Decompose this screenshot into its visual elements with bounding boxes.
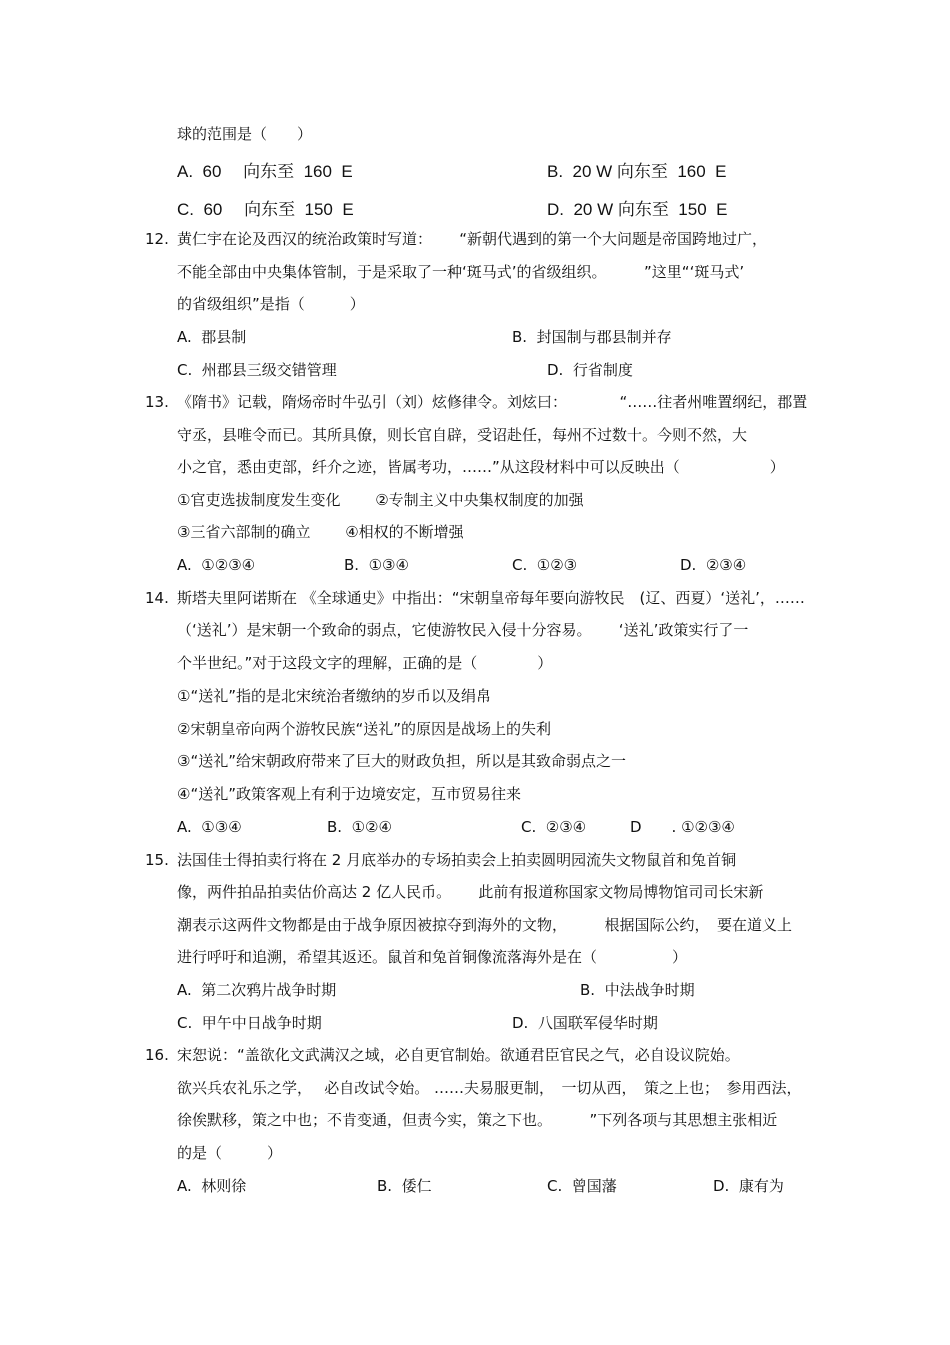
q15-line-2: 像，两件拍品拍卖估价高达 2 亿人民币。 此前有报道称国家文物局博物馆司司长宋新 bbox=[177, 883, 764, 901]
q12-option-d: D. 行省制度 bbox=[547, 361, 633, 379]
q11-option-c: C. 60 向东至 150 E bbox=[177, 200, 354, 219]
q12-line-1: 黄仁宇在论及西汉的统治政策时写道： “新朝代遇到的第一个大问题是帝国跨地过广， bbox=[177, 230, 768, 248]
q11-option-d: D. 20 W 向东至 150 E bbox=[547, 200, 728, 219]
q14-number: 14. bbox=[145, 589, 169, 607]
q16-line-3: 徐俟默移，策之中也；不肯变通，但责今实，策之下也。 ”下列各项与其思想主张相近 bbox=[177, 1111, 778, 1129]
q13-statement-1: ①官吏选拔制度发生变化 ②专制主义中央集权制度的加强 bbox=[177, 491, 584, 509]
q14-line-1: 斯塔夫里阿诺斯在 《全球通史》中指出：“宋朝皇帝每年要向游牧民 (辽、西夏）‘送礼’，…… bbox=[177, 589, 805, 607]
q14-option-c: C. ②③④ bbox=[521, 818, 587, 836]
q15-option-b: B. 中法战争时期 bbox=[580, 981, 695, 999]
q15-line-1: 法国佳士得拍卖行将在 2 月底举办的专场拍卖会上拍卖圆明园流失文物鼠首和兔首铜 bbox=[177, 851, 737, 869]
q16-line-4: 的是（ ） bbox=[177, 1144, 283, 1162]
q11-option-b: B. 20 W 向东至 160 E bbox=[547, 162, 727, 181]
q12-number: 12. bbox=[145, 230, 169, 248]
q15-option-d: D. 八国联军侵华时期 bbox=[512, 1014, 658, 1032]
q11-option-a: A. 60 向东至 160 E bbox=[177, 162, 353, 181]
q15-number: 15. bbox=[145, 851, 169, 869]
q16-option-b: B. 倭仁 bbox=[377, 1177, 432, 1195]
q14-option-d: D . ①②③④ bbox=[630, 818, 735, 836]
q13-option-b: B. ①③④ bbox=[344, 556, 409, 574]
q14-statement-3: ③“送礼”给宋朝政府带来了巨大的财政负担，所以是其致命弱点之一 bbox=[177, 752, 626, 770]
q14-statement-2: ②宋朝皇帝向两个游牧民族“送礼”的原因是战场上的失利 bbox=[177, 720, 551, 738]
q15-line-4: 进行呼吁和追溯，希望其返还。鼠首和兔首铜像流落海外是在（ ） bbox=[177, 948, 688, 966]
q14-statement-4: ④“送礼”政策客观上有利于边境安定，互市贸易往来 bbox=[177, 785, 521, 803]
q14-line-3: 个半世纪。”对于这段文字的理解，正确的是（ ） bbox=[177, 654, 553, 672]
q13-option-d: D. ②③④ bbox=[680, 556, 747, 574]
q12-line-2: 不能全部由中央集体管制，于是采取了一种‘斑马式’的省级组织。 ”这里“‘斑马式’ bbox=[177, 263, 745, 281]
q16-option-d: D. 康有为 bbox=[713, 1177, 784, 1195]
q12-option-b: B. 封国制与郡县制并存 bbox=[512, 328, 672, 346]
q16-option-a: A. 林则徐 bbox=[177, 1177, 247, 1195]
q13-line-1: 《隋书》记载，隋炀帝时牛弘引（刘）炫修律令。刘炫曰： “……往者州唯置纲纪，郡置 bbox=[177, 393, 808, 411]
q15-option-c: C. 甲午中日战争时期 bbox=[177, 1014, 322, 1032]
q11-stem: 球的范围是（ ） bbox=[177, 125, 313, 143]
q13-number: 13. bbox=[145, 393, 169, 411]
q16-line-1: 宋恕说：“盖欲化文武满汉之域，必自更官制始。欲通君臣官民之气，必自设议院始。 bbox=[177, 1046, 740, 1064]
q16-option-c: C. 曾国藩 bbox=[547, 1177, 617, 1195]
q16-number: 16. bbox=[145, 1046, 169, 1064]
q16-line-2: 欲兴兵农礼乐之学， 必自改试令始。 ……夫易服更制， 一切从西， 策之上也； 参用西法， bbox=[177, 1079, 802, 1097]
q13-line-3: 小之官，悉由吏部，纤介之迹，皆属考功，……”从这段材料中可以反映出（ ） bbox=[177, 458, 785, 476]
q13-line-2: 守丞，县唯令而已。其所具僚，则长官自辟，受诏赴任，每州不过数十。今则不然，大 bbox=[177, 426, 748, 444]
q12-option-a: A. 郡县制 bbox=[177, 328, 247, 346]
q13-option-c: C. ①②③ bbox=[512, 556, 578, 574]
q15-line-3: 潮表示这两件文物都是由于战争原因被掠夺到海外的文物， 根据国际公约， 要在道义上 bbox=[177, 916, 793, 934]
q14-line-2: （‘送礼’）是宋朝一个致命的弱点，它使游牧民入侵十分容易。 ‘送礼’政策实行了一 bbox=[177, 621, 749, 639]
q12-line-3: 的省级组织”是指（ ） bbox=[177, 295, 365, 313]
q13-option-a: A. ①②③④ bbox=[177, 556, 256, 574]
q15-option-a: A. 第二次鸦片战争时期 bbox=[177, 981, 337, 999]
q14-option-b: B. ①②④ bbox=[327, 818, 392, 836]
q14-statement-1: ①“送礼”指的是北宋统治者缴纳的岁币以及绢帛 bbox=[177, 687, 491, 705]
q12-option-c: C. 州郡县三级交错管理 bbox=[177, 361, 337, 379]
q14-option-a: A. ①③④ bbox=[177, 818, 242, 836]
q13-statement-2: ③三省六部制的确立 ④相权的不断增强 bbox=[177, 523, 464, 541]
